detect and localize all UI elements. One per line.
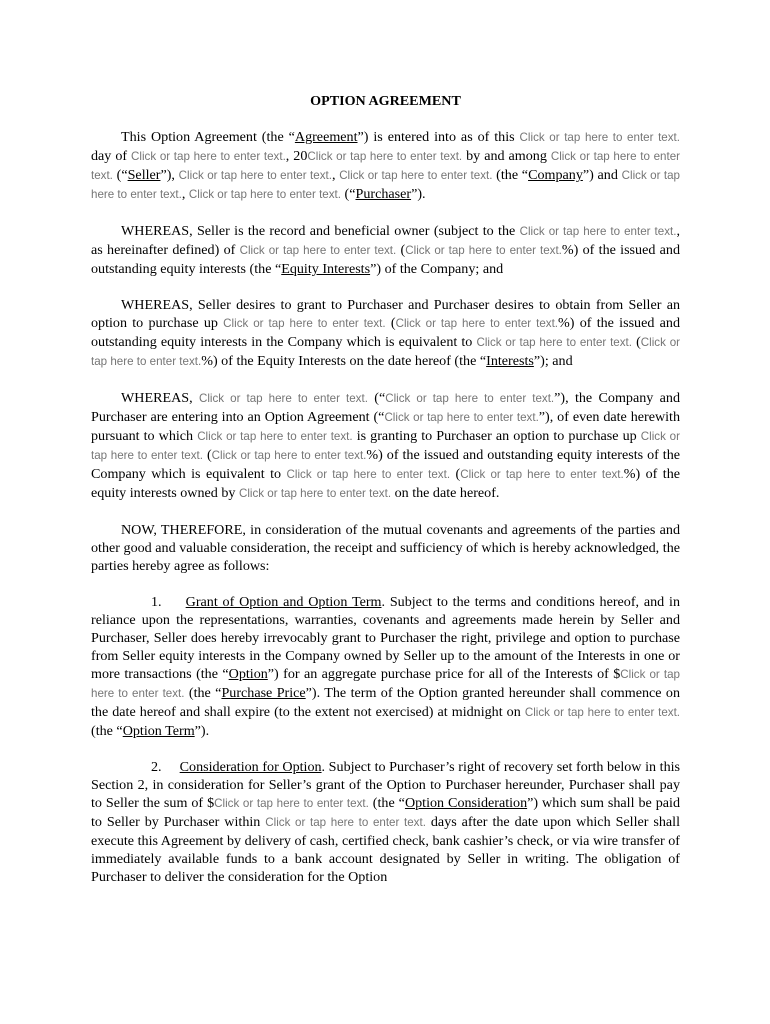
text-field-purchase-price[interactable]: Click or tap here to enter text. <box>91 668 680 700</box>
text-field-option-percent-number[interactable]: Click or tap here to enter text. <box>395 317 559 330</box>
document-title: OPTION AGREEMENT <box>310 93 461 109</box>
text-field-granting-party[interactable]: Click or tap here to enter text. <box>197 430 353 443</box>
purchaser-term: Purchaser <box>355 186 412 202</box>
whereas-paragraph-2: WHEREAS, Seller desires to grant to Purchaser and Purchaser desires to obtain from Seller an option to purchase up Click or tap here to enter text. (Click or tap here to enter text.%) of the issued and outstanding equity interests in the Company which is equivalent to Click or tap here to enter text. (Click or tap here to enter text.%) of the Equity Interests on the date hereof (the “Interests”); and <box>91 297 681 369</box>
text-field-percent-number[interactable]: Click or tap here to enter text. <box>405 244 562 257</box>
text-field-percent-words[interactable]: Click or tap here to enter text. <box>239 244 397 257</box>
text-field-option-percent-words[interactable]: Click or tap here to enter text. <box>223 317 386 330</box>
company-term: Company <box>528 167 583 183</box>
text-field-purchaser-detail[interactable]: Click or tap here to enter text. <box>188 188 341 201</box>
text-field-other-equivalent-words[interactable]: Click or tap here to enter text. <box>286 468 451 481</box>
text-field-exception[interactable]: Click or tap here to enter text. <box>519 225 677 238</box>
text-field-payment-days[interactable]: Click or tap here to enter text. <box>265 816 426 829</box>
text-field-other-percent-number[interactable]: Click or tap here to enter text. <box>211 449 367 462</box>
option-term-defined: Option <box>228 666 268 682</box>
text-field-owner-name[interactable]: Click or tap here to enter text. <box>238 487 392 500</box>
seller-term: Seller <box>127 167 161 183</box>
section-2-number: 2. <box>151 759 162 775</box>
document-page <box>91 92 680 904</box>
text-field-equivalent-number[interactable]: Click or tap here to enter text. <box>91 336 681 368</box>
text-field-month[interactable]: Click or tap here to enter text. <box>131 150 286 163</box>
agreement-term: Agreement <box>294 129 358 145</box>
text-field-other-seller-term[interactable]: Click or tap here to enter text. <box>385 392 555 405</box>
text-field-day[interactable]: Click or tap here to enter text. <box>519 131 680 144</box>
text-field-option-consideration[interactable]: Click or tap here to enter text. <box>214 797 369 810</box>
intro-paragraph: This Option Agreement (the “Agreement”) is entered into as of this Click or tap here to enter text. day of Click or tap here to enter text., 20Click or tap here to enter text. by and among Click or tap here to enter text. (“Seller”), Click or tap here to enter text., Click or tap here to enter text. (the “Company”) and Click or tap here to enter text., Click or tap here to enter text. (“Purchaser”). <box>91 129 681 202</box>
text-field-equivalent-words[interactable]: Click or tap here to enter text. <box>476 336 632 349</box>
section-1-paragraph: 1. Grant of Option and Option Term. Subject to the terms and conditions hereof, and in reliance upon the representations, warranties, covenants and agreements made herein by Seller and Purchaser, Seller does hereby irrevocably grant to Purchaser the right, privilege and option to purchase from Seller equity interests in the Company owned by Seller up to the amount of the Interests in one or more transactions (the “Option”) for an aggregate purchase price for all of the Interests of $Click or tap here to enter text. (the “Purchase Price”). The term of the Option granted hereunder shall commence on the date hereof and shall expire (to the extent not exercised) at midnight on Click or tap here to enter text. (the “Option Term”). <box>91 594 681 739</box>
text-field-company-detail[interactable]: Click or tap here to enter text. <box>339 169 493 182</box>
whereas-paragraph-1: WHEREAS, Seller is the record and beneficial owner (subject to the Click or tap here to enter text., as hereinafter defined) of Click or tap here to enter text. (Click or tap here to enter text.%) of the issued and outstanding equity interests (the “Equity Interests”) of the Company; and <box>91 223 681 277</box>
option-term-term: Option Term <box>122 723 195 739</box>
text-field-company-name[interactable]: Click or tap here to enter text. <box>178 169 332 182</box>
text-field-expiry-date[interactable]: Click or tap here to enter text. <box>524 706 681 719</box>
now-therefore-paragraph: NOW, THEREFORE, in consideration of the mutual covenants and agreements of the parties and other good and valuable consideration, the receipt and sufficiency of which is hereby acknowledged, the parties hereby agree as follows: <box>91 522 680 574</box>
section-2-heading: Consideration for Option <box>179 759 322 775</box>
text-field-year[interactable]: Click or tap here to enter text. <box>307 150 463 163</box>
text-field-other-agreement-term[interactable]: Click or tap here to enter text. <box>384 411 539 424</box>
text-field-other-percent-words[interactable]: Click or tap here to enter text. <box>91 430 680 462</box>
text-field-purchaser-name[interactable]: Click or tap here to enter text. <box>91 169 681 201</box>
purchase-price-term: Purchase Price <box>221 685 306 701</box>
equity-interests-term: Equity Interests <box>281 261 371 277</box>
section-1-heading: Grant of Option and Option Term <box>185 594 382 610</box>
section-2-paragraph: 2. Consideration for Option. Subject to Purchaser’s right of recovery set forth below in this Section 2, in consideration for Seller’s grant of the Option to Purchaser hereunder, Purchaser shall pay to Seller the sum of $Click or tap here to enter text. (the “Option Consideration”) which sum shall be paid to Seller by Purchaser within Click or tap here to enter text. days after the date upon which Seller shall execute this Agreement by delivery of cash, certified check, bank cashier’s check, or via wire transfer of immediately available funds to a bank account designated by Seller in writing. The obligation of Purchaser to deliver the consideration for the Option <box>91 759 681 885</box>
section-1-number: 1. <box>151 594 162 610</box>
option-consideration-term: Option Consideration <box>404 795 528 811</box>
text-field-seller-name[interactable]: Click or tap here to enter text. <box>91 150 681 182</box>
whereas-paragraph-3: WHEREAS, Click or tap here to enter text. (“Click or tap here to enter text.”), the Company and Purchaser are entering into an Option Agreement (“Click or tap here to enter text.”), of even date herewith pursuant to which Click or tap here to enter text. is granting to Purchaser an option to purchase up Click or tap here to enter text. (Click or tap here to enter text.%) of the issued and outstanding equity interests of the Company which is equivalent to Click or tap here to enter text. (Click or tap here to enter text.%) of the equity interests owned by Click or tap here to enter text. on the date hereof. <box>91 390 681 501</box>
interests-term: Interests <box>486 353 534 369</box>
text-field-other-equivalent-number[interactable]: Click or tap here to enter text. <box>460 468 624 481</box>
text-field-other-seller[interactable]: Click or tap here to enter text. <box>198 392 368 405</box>
